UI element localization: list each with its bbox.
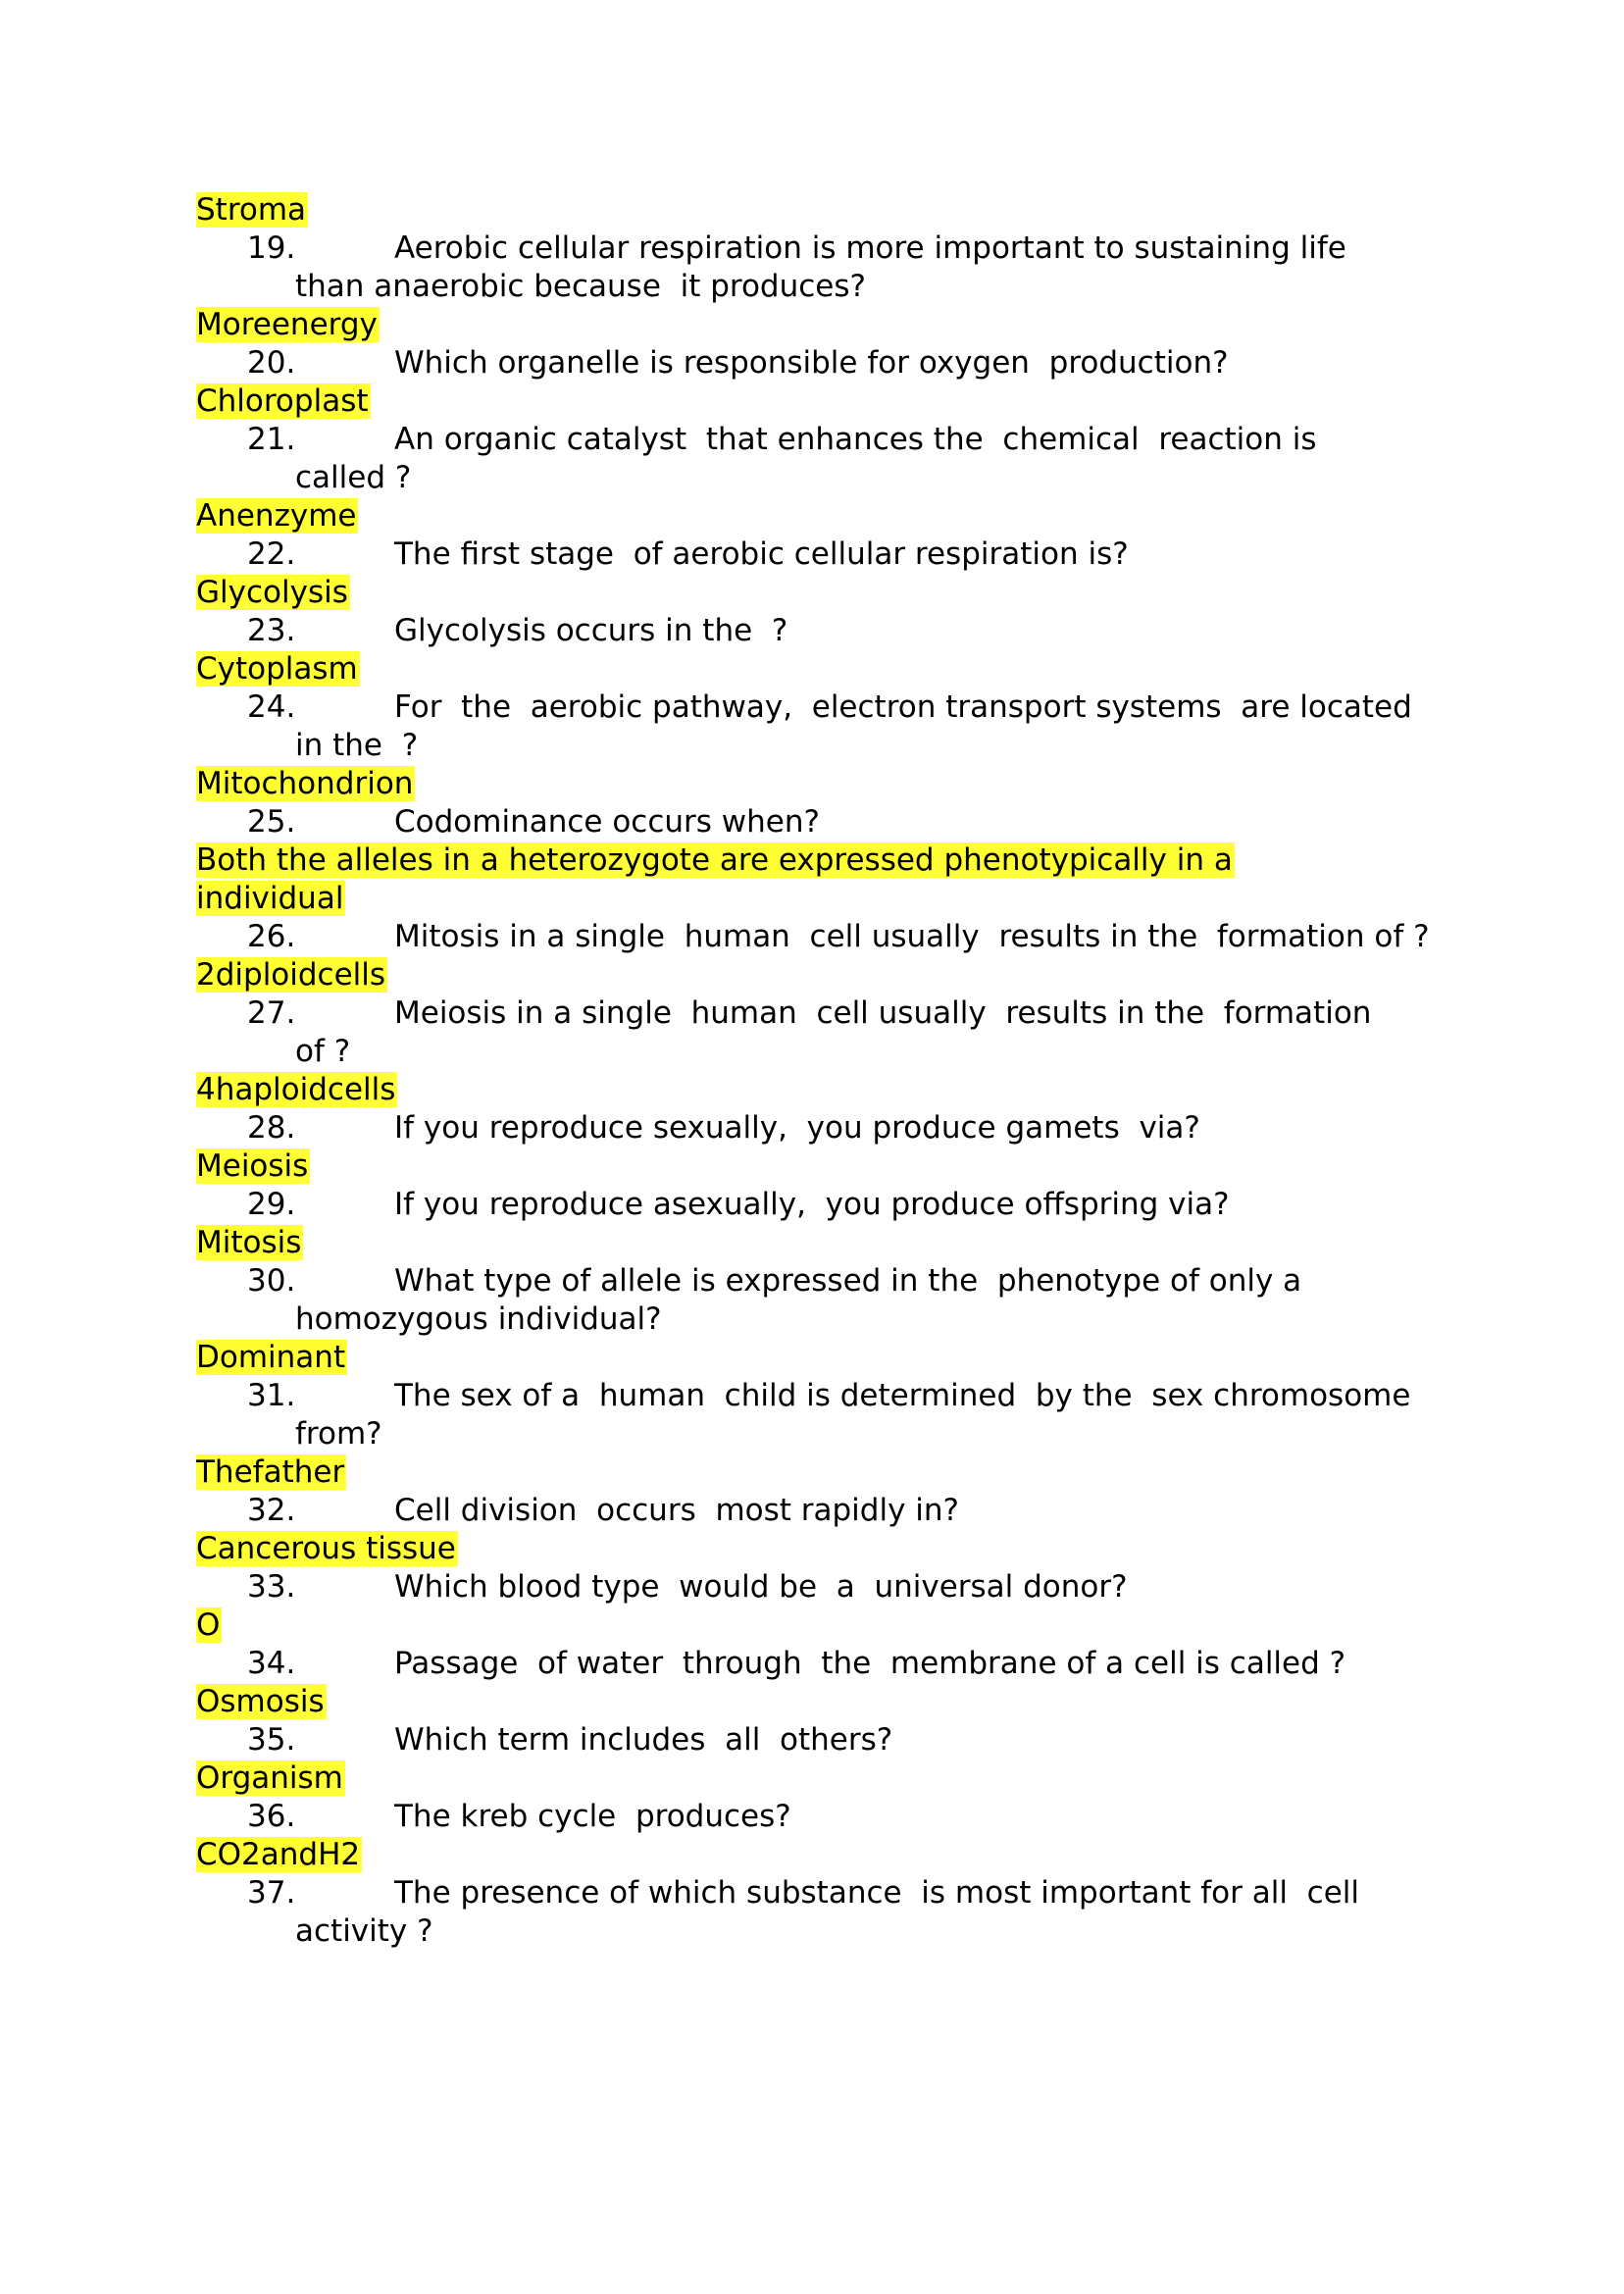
question-item <box>196 535 1500 574</box>
question-text: Which blood type would be a universal donor? <box>394 1569 1128 1605</box>
question-item <box>196 803 1500 841</box>
question-text: Which organelle is responsible for oxygen production? <box>394 345 1229 381</box>
question-text: Mitosis in a single human cell usually results in the formation of ? <box>394 919 1430 954</box>
question-item <box>196 918 1500 956</box>
question-number: 21. <box>247 422 296 457</box>
question-text: Glycolysis occurs in the ? <box>394 613 788 648</box>
question-item <box>196 229 1500 306</box>
question-text: An organic catalyst that enhances the chemical reaction is <box>394 422 1317 457</box>
highlighted-answer: Anenzyme <box>196 498 357 534</box>
question-text: The first stage of aerobic cellular respiration is? <box>394 536 1129 572</box>
question-number: 24. <box>247 689 296 725</box>
question-text-continued: than anaerobic because it produces? <box>295 269 866 304</box>
highlighted-answer: Mitosis <box>196 1225 302 1260</box>
highlighted-answer: 4haploidcells <box>196 1072 396 1107</box>
question-number: 23. <box>247 613 296 648</box>
answer-line <box>196 650 1500 688</box>
question-text: The kreb cycle produces? <box>394 1799 791 1834</box>
question-number: 29. <box>247 1187 296 1222</box>
answer-line <box>196 1836 1500 1874</box>
question-number: 22. <box>247 536 296 572</box>
question-text-continued: activity ? <box>295 1913 433 1949</box>
answer-line <box>196 1147 1500 1186</box>
answer-line <box>196 1339 1500 1377</box>
question-text: Aerobic cellular respiration is more important to sustaining life <box>394 230 1346 266</box>
question-text-continued: homozygous individual? <box>295 1301 662 1337</box>
question-text-continued: called ? <box>295 460 412 495</box>
question-text: Cell division occurs most rapidly in? <box>394 1493 959 1528</box>
question-list <box>196 191 1500 1951</box>
highlighted-answer: Thefather <box>196 1454 345 1490</box>
question-item <box>196 1186 1500 1224</box>
highlighted-answer: Dominant <box>196 1340 346 1375</box>
answer-line <box>196 191 1500 229</box>
question-text: The presence of which substance is most important for all cell <box>394 1875 1360 1911</box>
answer-line <box>196 306 1500 344</box>
answer-line <box>196 497 1500 535</box>
answer-line <box>196 382 1500 421</box>
question-text: Codominance occurs when? <box>394 804 820 840</box>
question-item <box>196 1874 1500 1951</box>
question-item <box>196 1377 1500 1453</box>
question-item <box>196 421 1500 497</box>
question-number: 27. <box>247 995 296 1031</box>
question-item <box>196 1798 1500 1836</box>
question-number: 37. <box>247 1875 296 1911</box>
highlighted-answer: Osmosis <box>196 1684 325 1719</box>
answer-line <box>196 1759 1500 1798</box>
highlighted-answer: Moreenergy <box>196 307 378 342</box>
highlighted-answer: Meiosis <box>196 1148 309 1184</box>
highlighted-answer: individual <box>196 881 344 916</box>
highlighted-answer: O <box>196 1607 221 1643</box>
question-item <box>196 1262 1500 1339</box>
highlighted-answer: 2diploidcells <box>196 957 386 993</box>
answer-line <box>196 1606 1500 1645</box>
question-number: 28. <box>247 1110 296 1146</box>
question-item <box>196 994 1500 1071</box>
question-item <box>196 1721 1500 1759</box>
question-item <box>196 1109 1500 1147</box>
question-item <box>196 1568 1500 1606</box>
answer-line <box>196 1071 1500 1109</box>
question-number: 35. <box>247 1722 296 1758</box>
question-text: Meiosis in a single human cell usually results in the formation <box>394 995 1372 1031</box>
highlighted-answer: Organism <box>196 1760 343 1796</box>
question-text: Which term includes all others? <box>394 1722 893 1758</box>
answer-line <box>196 1530 1500 1568</box>
highlighted-answer: Cancerous tissue <box>196 1531 456 1566</box>
highlighted-answer: Mitochondrion <box>196 766 414 801</box>
question-text: For the aerobic pathway, electron transport systems are located <box>394 689 1412 725</box>
answer-line <box>196 1683 1500 1721</box>
question-text-continued: from? <box>295 1416 382 1452</box>
question-text: If you reproduce asexually, you produce offspring via? <box>394 1187 1230 1222</box>
question-item <box>196 688 1500 765</box>
highlighted-answer: Cytoplasm <box>196 651 358 687</box>
answer-line <box>196 956 1500 994</box>
answer-line <box>196 841 1500 880</box>
question-number: 31. <box>247 1378 296 1413</box>
answer-line <box>196 574 1500 612</box>
question-number: 20. <box>247 345 296 381</box>
question-number: 36. <box>247 1799 296 1834</box>
highlighted-answer: Stroma <box>196 192 307 228</box>
question-number: 26. <box>247 919 296 954</box>
question-item <box>196 344 1500 382</box>
question-number: 19. <box>247 230 296 266</box>
question-text: What type of allele is expressed in the phenotype of only a <box>394 1263 1302 1299</box>
question-text: The sex of a human child is determined by the sex chromosome <box>394 1378 1411 1413</box>
question-number: 33. <box>247 1569 296 1605</box>
question-text-continued: of ? <box>295 1034 351 1069</box>
answer-line <box>196 1224 1500 1262</box>
highlighted-answer: CO2andH2 <box>196 1837 361 1872</box>
answer-line <box>196 1453 1500 1492</box>
answer-line <box>196 765 1500 803</box>
highlighted-answer: Glycolysis <box>196 575 348 610</box>
question-item <box>196 1645 1500 1683</box>
question-number: 34. <box>247 1646 296 1681</box>
question-number: 32. <box>247 1493 296 1528</box>
answer-line <box>196 880 1500 918</box>
question-item <box>196 1492 1500 1530</box>
highlighted-answer: Chloroplast <box>196 383 369 419</box>
question-number: 25. <box>247 804 296 840</box>
question-text: Passage of water through the membrane of a cell is called ? <box>394 1646 1346 1681</box>
question-number: 30. <box>247 1263 296 1299</box>
question-item <box>196 612 1500 650</box>
question-text-continued: in the ? <box>295 728 419 763</box>
question-text: If you reproduce sexually, you produce gamets via? <box>394 1110 1200 1146</box>
highlighted-answer: Both the alleles in a heterozygote are expressed phenotypically in a <box>196 842 1233 878</box>
